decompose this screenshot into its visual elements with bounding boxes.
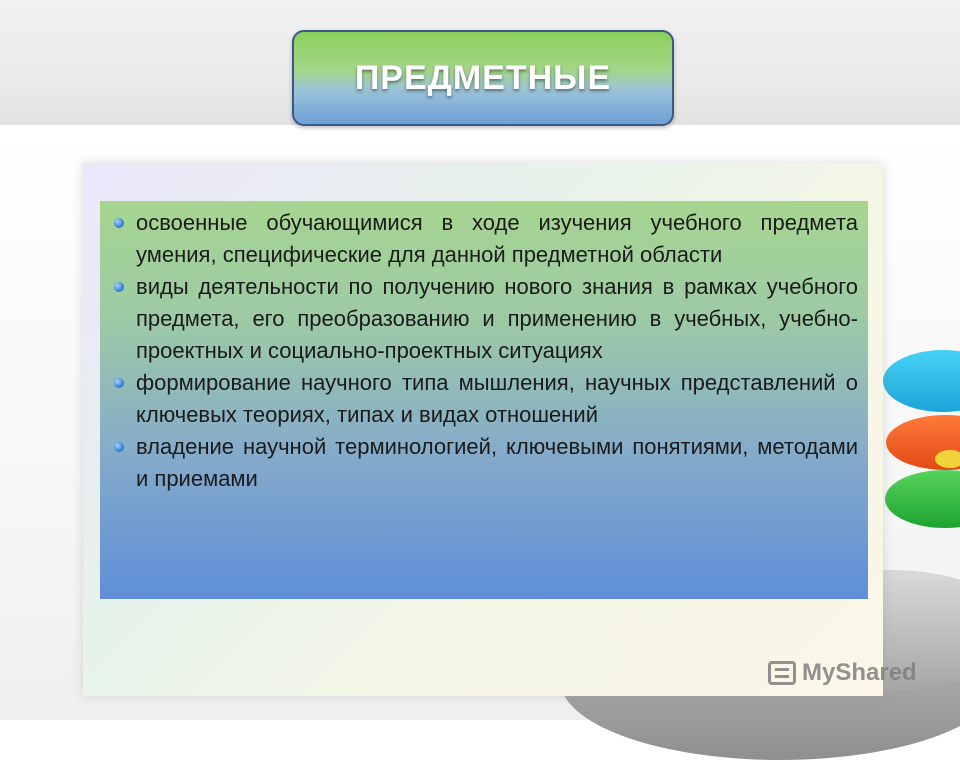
myshared-logo-icon — [768, 661, 796, 685]
list-item — [112, 271, 858, 367]
list-item — [112, 431, 858, 495]
list-item-text: владение научной терминологией, ключевыми понятиями, методами и приемами — [136, 434, 858, 491]
bullet-dot-icon — [114, 442, 124, 452]
watermark-text: MyShared — [802, 659, 917, 686]
bullet-dot-icon — [114, 378, 124, 388]
slide-title: ПРЕДМЕТНЫЕ — [354, 58, 612, 97]
list-item — [112, 367, 858, 431]
list-item-text: формирование научного типа мышления, научных представлений о ключевых теориях, типах и видах отношений — [136, 370, 858, 427]
list-item-text: виды деятельности по получению нового знания в рамках учебного предмета, его преобразованию и применению в учебных, учебно-проектных и социально-проектных ситуациях — [136, 274, 858, 363]
list-item-text: освоенные обучающимися в ходе изучения учебного предмета умения, специфические для данной предметной области — [136, 210, 858, 267]
decor-yellow-disk — [935, 450, 960, 468]
bullet-list — [100, 201, 868, 599]
list-item — [112, 207, 858, 271]
bullet-dot-icon — [114, 282, 124, 292]
title-box — [292, 30, 674, 126]
watermark — [768, 655, 917, 691]
bullet-dot-icon — [114, 218, 124, 228]
